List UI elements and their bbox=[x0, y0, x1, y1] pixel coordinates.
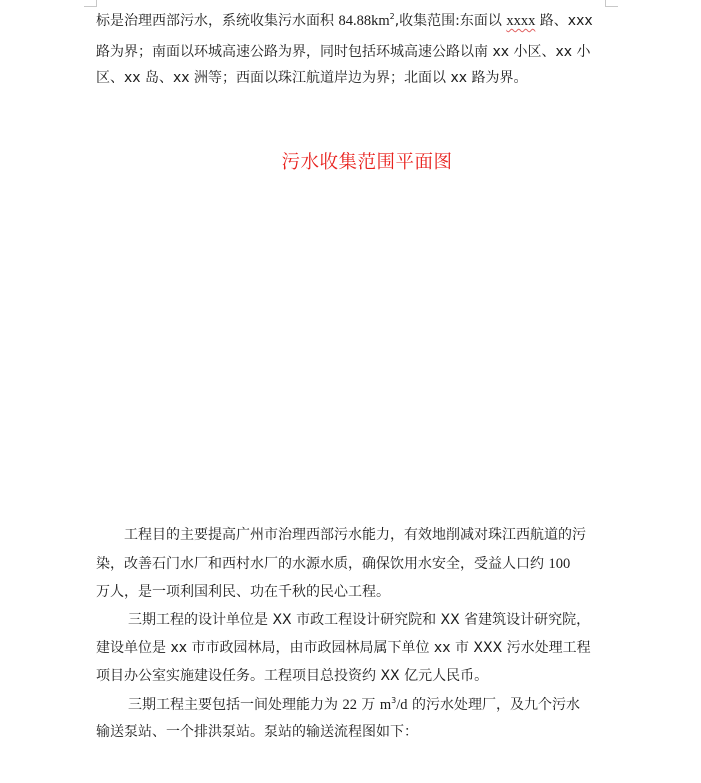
scope-text-b: 万 bbox=[356, 697, 380, 713]
goal-line-1: 工程目的主要提高广州市治理西部污水能力，有效地削减对珠江西航道的污 bbox=[124, 527, 586, 543]
collection-area-value: 84.88km bbox=[338, 13, 390, 29]
goal-line-3: 万人，是一项利国利民、功在千秋的民心工程。 bbox=[96, 584, 390, 600]
design-line-2: 建设单位是 xx 市市政园林局，由市政园林局属下单位 xx 市 XXX 污水处理工程 bbox=[96, 640, 591, 656]
figure-title: 污水收集范围平面图 bbox=[281, 152, 453, 173]
intro-text-a: 标是治理西部污水，系统收集污水面积 bbox=[96, 13, 339, 29]
scope-text-c: 的污水处理厂，及九个污水 bbox=[407, 697, 580, 713]
capacity-unit-per-day: /d bbox=[396, 697, 408, 713]
beneficiary-count: 100 bbox=[548, 556, 571, 572]
intro-text-d: 路、xxx bbox=[535, 13, 593, 29]
intro-line-1 bbox=[96, 13, 593, 29]
left-margin-corner-mark bbox=[84, 0, 97, 7]
road-name-placeholder: xxxx bbox=[506, 13, 536, 29]
scope-line-2: 输送泵站、一个排洪泵站。泵站的输送流程图如下： bbox=[96, 724, 418, 740]
intro-text-b: ,收集范围:东面以 bbox=[394, 13, 507, 29]
scope-line-1 bbox=[128, 697, 580, 713]
right-margin-corner-mark bbox=[605, 0, 618, 7]
design-line-3: 项目办公室实施建设任务。工程项目总投资约 XX 亿元人民币。 bbox=[96, 668, 489, 684]
area-unit-superscript: 2 bbox=[389, 12, 395, 21]
capacity-value: 22 bbox=[342, 697, 357, 713]
capacity-unit: m bbox=[379, 697, 392, 713]
scope-text-a: 三期工程主要包括一间处理能力为 bbox=[128, 697, 343, 713]
goal-text-a: 染，改善石门水厂和西村水厂的水源水质，确保饮用水安全，受益人口约 bbox=[96, 556, 549, 572]
capacity-unit-superscript: 3 bbox=[391, 696, 397, 705]
intro-line-2: 路为界；南面以环城高速公路为界，同时包括环城高速公路以南 xx 小区、xx 小 bbox=[96, 44, 591, 60]
goal-line-2 bbox=[96, 556, 570, 572]
intro-line-3: 区、xx 岛、xx 洲等；西面以珠江航道岸边为界；北面以 xx 路为界。 bbox=[96, 70, 528, 86]
design-line-1: 三期工程的设计单位是 XX 市政工程设计研究院和 XX 省建筑设计研究院， bbox=[128, 612, 591, 628]
